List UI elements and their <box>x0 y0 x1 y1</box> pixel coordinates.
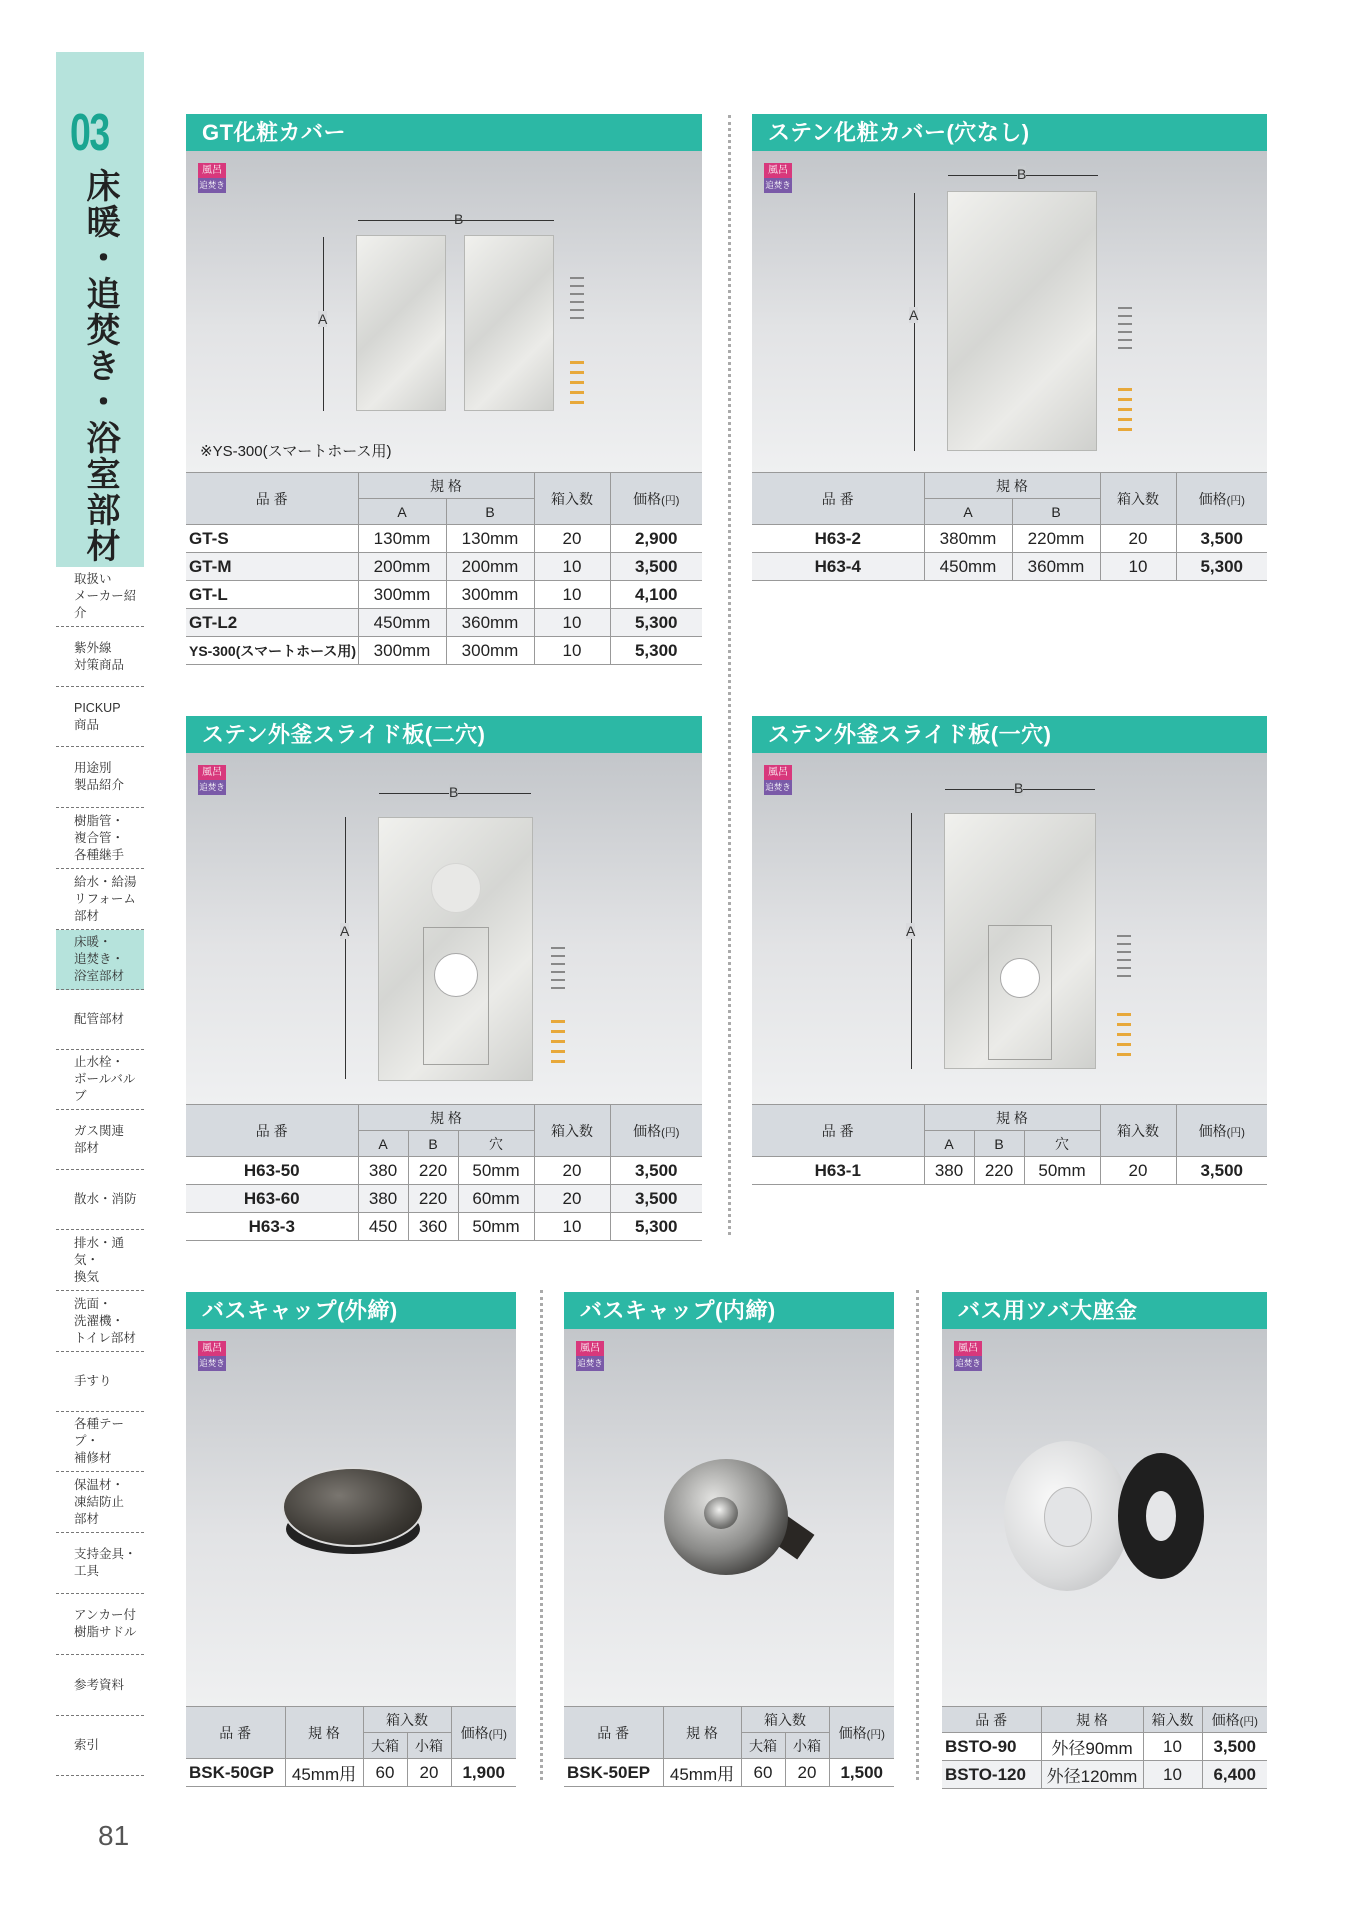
sidebar-nav-item[interactable]: 床暖・ 追焚き・ 浴室部材 <box>56 930 144 990</box>
table-cell: 200mm <box>446 553 534 581</box>
section-title-tsuba-washer: バス用ツバ大座金 <box>942 1292 1267 1329</box>
col-kobako: 小箱 <box>407 1733 451 1759</box>
spec-table-tsuba-washer <box>942 1706 1267 1789</box>
bath-reheat-badge <box>198 765 226 795</box>
sidebar-nav-item[interactable]: 散水・消防 <box>56 1170 144 1230</box>
screw-set-silver <box>570 271 584 325</box>
spec-table-bathcap-outer <box>186 1706 516 1787</box>
col-kakaku <box>610 473 702 525</box>
dimension-label-b: B <box>1017 166 1027 182</box>
col-ohako: 大箱 <box>741 1733 785 1759</box>
price-label: 価格 <box>1198 490 1227 507</box>
plate-hole-lower <box>434 953 478 997</box>
dimension-line-a <box>911 813 912 1069</box>
col-hinban: 品 番 <box>942 1707 1041 1733</box>
table-cell: 10 <box>1143 1761 1202 1789</box>
chapter-number: 03 <box>70 104 109 162</box>
dimension-label-b: B <box>1014 780 1024 796</box>
table-cell: 1,900 <box>451 1759 516 1787</box>
sidebar-nav-item[interactable]: 保温材・ 凍結防止 部材 <box>56 1472 144 1533</box>
table-cell: 380mm <box>924 525 1012 553</box>
spec-table-bathcap-inner <box>564 1706 894 1787</box>
col-hakoiri: 箱入数 <box>534 473 610 525</box>
table-cell: 220 <box>408 1157 458 1185</box>
table-cell: YS-300(スマートホース用) <box>186 637 358 665</box>
col-hakoiri: 箱入数 <box>1100 1105 1176 1157</box>
spec-table-slide-one-hole <box>752 1104 1267 1185</box>
section-title-bathcap-outer: バスキャップ(外締) <box>186 1292 516 1329</box>
table-cell: 360mm <box>1012 553 1100 581</box>
table-cell: 300mm <box>358 581 446 609</box>
badge-line2: 追焚き <box>954 1356 982 1371</box>
table-cell: GT-L2 <box>186 609 358 637</box>
product-photo-slide-one-hole <box>752 753 1267 1104</box>
dimension-label-a: A <box>906 923 916 939</box>
table-cell: BSK-50EP <box>564 1759 663 1787</box>
table-cell: 3,500 <box>1202 1733 1267 1761</box>
col-a: A <box>924 499 1012 525</box>
price-label: 価格 <box>838 1724 867 1741</box>
table-cell: GT-S <box>186 525 358 553</box>
col-kobako: 小箱 <box>785 1733 829 1759</box>
col-b: B <box>1012 499 1100 525</box>
product-photo-tsuba-washer <box>942 1329 1267 1706</box>
sidebar-nav-item[interactable]: 止水栓・ ボールバルブ <box>56 1050 144 1110</box>
table-cell: 5,300 <box>610 637 702 665</box>
table-cell: 3,500 <box>1176 1157 1267 1185</box>
badge-line2: 追焚き <box>764 780 792 795</box>
col-hinban: 品 番 <box>564 1707 663 1759</box>
badge-line2: 追焚き <box>198 178 226 193</box>
table-cell: BSTO-90 <box>942 1733 1041 1761</box>
table-cell: 300mm <box>446 581 534 609</box>
table-cell: 20 <box>407 1759 451 1787</box>
table-row <box>186 553 702 581</box>
table-cell: 5,300 <box>610 609 702 637</box>
badge-line1: 風呂 <box>954 1341 982 1356</box>
table-cell: 4,100 <box>610 581 702 609</box>
table-cell: H63-50 <box>186 1157 358 1185</box>
screw-set-silver <box>1118 301 1132 355</box>
table-cell: 450mm <box>358 609 446 637</box>
table-cell: 45mm用 <box>285 1759 363 1787</box>
table-cell: 6,400 <box>1202 1761 1267 1789</box>
table-cell: 20 <box>534 1157 610 1185</box>
col-kakaku <box>1176 1105 1267 1157</box>
table-cell: 20 <box>534 1185 610 1213</box>
col-a: A <box>358 499 446 525</box>
col-kikaku: 規 格 <box>924 1105 1100 1131</box>
bathcap-outer-image <box>282 1467 424 1547</box>
table-row <box>752 525 1267 553</box>
product-photo-bathcap-outer <box>186 1329 516 1706</box>
yen-unit: (円) <box>866 1728 885 1741</box>
section-title-sten-cover: ステン化粧カバー(穴なし) <box>752 114 1267 151</box>
table-row <box>186 609 702 637</box>
table-cell: H63-4 <box>752 553 924 581</box>
price-label: 価格 <box>1211 1711 1240 1728</box>
col-kakaku <box>1176 473 1267 525</box>
col-hakoiri: 箱入数 <box>1143 1707 1202 1733</box>
table-cell: 130mm <box>446 525 534 553</box>
table-cell: BSTO-120 <box>942 1761 1041 1789</box>
table-cell: 20 <box>534 525 610 553</box>
table-cell: 360 <box>408 1213 458 1241</box>
col-a: A <box>358 1131 408 1157</box>
col-b: B <box>974 1131 1024 1157</box>
table-cell: 20 <box>1100 1157 1176 1185</box>
table-cell: 50mm <box>458 1157 534 1185</box>
table-cell: 200mm <box>358 553 446 581</box>
col-hinban: 品 番 <box>752 1105 924 1157</box>
col-kikaku: 規 格 <box>1041 1707 1143 1733</box>
table-cell: 60 <box>363 1759 407 1787</box>
table-cell: 45mm用 <box>663 1759 741 1787</box>
col-b: B <box>446 499 534 525</box>
table-cell: 10 <box>534 581 610 609</box>
sidebar-nav-item[interactable]: 洗面・ 洗濯機・ トイレ部材 <box>56 1291 144 1352</box>
table-cell: H63-1 <box>752 1157 924 1185</box>
col-ana: 穴 <box>1024 1131 1100 1157</box>
table-cell: 60mm <box>458 1185 534 1213</box>
table-cell: 380 <box>358 1157 408 1185</box>
bath-reheat-badge <box>764 163 792 193</box>
badge-line1: 風呂 <box>198 163 226 178</box>
table-row <box>942 1733 1267 1761</box>
cover-plate <box>947 191 1097 451</box>
badge-line1: 風呂 <box>198 765 226 780</box>
price-label: 価格 <box>633 1122 662 1139</box>
table-cell: GT-L <box>186 581 358 609</box>
yen-unit: (円) <box>661 1126 680 1139</box>
metal-washer-hole <box>1044 1487 1092 1547</box>
col-kakaku <box>829 1707 894 1759</box>
table-cell: 5,300 <box>610 1213 702 1241</box>
spec-table-gt-cover <box>186 472 702 665</box>
table-cell: 130mm <box>358 525 446 553</box>
table-cell: 3,500 <box>610 1185 702 1213</box>
table-cell: 300mm <box>358 637 446 665</box>
sidebar-nav-item[interactable]: 紫外線 対策商品 <box>56 627 144 687</box>
sidebar-nav-item[interactable]: ガス関連 部材 <box>56 1110 144 1170</box>
yen-unit: (円) <box>1226 494 1245 507</box>
col-hakoiri: 箱入数 <box>741 1707 829 1733</box>
col-kikaku: 規 格 <box>924 473 1100 499</box>
cover-plate-right <box>464 235 554 411</box>
section-title-bathcap-inner: バスキャップ(内締) <box>564 1292 894 1329</box>
column-divider <box>540 1290 543 1780</box>
table-cell: 220 <box>974 1157 1024 1185</box>
table-cell: 1,500 <box>829 1759 894 1787</box>
bath-reheat-badge <box>198 1341 226 1371</box>
col-a: A <box>924 1131 974 1157</box>
page-number: 81 <box>98 1820 130 1851</box>
badge-line2: 追焚き <box>198 780 226 795</box>
col-hakoiri: 箱入数 <box>534 1105 610 1157</box>
yen-unit: (円) <box>1226 1126 1245 1139</box>
col-hinban: 品 番 <box>752 473 924 525</box>
table-cell: 20 <box>1100 525 1176 553</box>
dimension-label-a: A <box>340 923 350 939</box>
rubber-washer-hole <box>1146 1491 1176 1541</box>
sidebar-nav-item[interactable]: 配管部材 <box>56 990 144 1050</box>
col-b: B <box>408 1131 458 1157</box>
table-row <box>564 1759 894 1787</box>
chapter-title: 床暖・追焚き・浴室部材 <box>81 168 119 564</box>
screw-set-gold <box>1117 1006 1131 1063</box>
col-kikaku: 規 格 <box>358 1105 534 1131</box>
table-cell: 50mm <box>1024 1157 1100 1185</box>
cover-plate-left <box>356 235 446 411</box>
table-cell: 450 <box>358 1213 408 1241</box>
dimension-label-a: A <box>909 307 919 323</box>
table-row <box>752 1157 1267 1185</box>
col-ohako: 大箱 <box>363 1733 407 1759</box>
col-kakaku <box>610 1105 702 1157</box>
col-kikaku: 規 格 <box>358 473 534 499</box>
sidebar-nav-item[interactable]: 参考資料 <box>56 1655 144 1716</box>
table-cell: 360mm <box>446 609 534 637</box>
table-row <box>186 1213 702 1241</box>
table-row <box>186 637 702 665</box>
screw-set-gold <box>1118 381 1132 438</box>
table-row <box>186 1157 702 1185</box>
table-cell: 3,500 <box>610 1157 702 1185</box>
sidebar-nav-item[interactable]: 各種テープ・ 補修材 <box>56 1412 144 1472</box>
badge-line2: 追焚き <box>576 1356 604 1371</box>
screw-set-gold <box>551 1013 565 1070</box>
table-row <box>186 1185 702 1213</box>
table-cell: 2,900 <box>610 525 702 553</box>
table-cell: 3,500 <box>1176 525 1267 553</box>
table-row <box>186 525 702 553</box>
table-cell: 外径90mm <box>1041 1733 1143 1761</box>
dimension-line-a <box>345 817 346 1079</box>
bath-reheat-badge <box>576 1341 604 1371</box>
cap-center-knob <box>704 1497 738 1529</box>
table-cell: 5,300 <box>1176 553 1267 581</box>
screw-set-silver <box>1117 929 1131 983</box>
table-cell: 10 <box>534 637 610 665</box>
sidebar-nav-item[interactable]: 取扱い メーカー紹介 <box>56 567 144 627</box>
product-note: ※YS-300(スマートホース用) <box>200 443 392 460</box>
badge-line2: 追焚き <box>764 178 792 193</box>
product-photo-sten-cover <box>752 151 1267 472</box>
price-label: 価格 <box>460 1724 489 1741</box>
sidebar-nav-item[interactable]: 樹脂管・ 複合管・ 各種継手 <box>56 808 144 869</box>
column-divider <box>916 1290 919 1780</box>
col-hinban: 品 番 <box>186 1707 285 1759</box>
product-photo-gt-cover <box>186 151 702 472</box>
sidebar-nav-item[interactable]: 手すり <box>56 1352 144 1412</box>
sidebar-nav-item[interactable]: 用途別 製品紹介 <box>56 747 144 808</box>
sidebar-nav-item[interactable]: 支持金具・ 工具 <box>56 1533 144 1594</box>
table-cell: 450mm <box>924 553 1012 581</box>
table-cell: 10 <box>534 609 610 637</box>
section-title-slide-two-hole: ステン外釜スライド板(二穴) <box>186 716 702 753</box>
col-hinban: 品 番 <box>186 473 358 525</box>
dimension-label-b: B <box>449 784 459 800</box>
badge-line1: 風呂 <box>576 1341 604 1356</box>
table-cell: 20 <box>785 1759 829 1787</box>
table-cell: H63-60 <box>186 1185 358 1213</box>
col-hakoiri: 箱入数 <box>1100 473 1176 525</box>
sidebar-nav-item[interactable]: 給水・給湯 リフォーム 部材 <box>56 869 144 930</box>
table-cell: 380 <box>924 1157 974 1185</box>
section-title-slide-one-hole: ステン外釜スライド板(一穴) <box>752 716 1267 753</box>
plate-hole-upper <box>431 863 481 913</box>
section-title-gt-cover: GT化粧カバー <box>186 114 702 151</box>
table-cell: 220mm <box>1012 525 1100 553</box>
bath-reheat-badge <box>198 163 226 193</box>
bath-reheat-badge <box>764 765 792 795</box>
dimension-label-b: B <box>454 211 464 227</box>
table-row <box>942 1761 1267 1789</box>
col-ana: 穴 <box>458 1131 534 1157</box>
price-label: 価格 <box>633 490 662 507</box>
product-photo-bathcap-inner <box>564 1329 894 1706</box>
badge-line2: 追焚き <box>198 1356 226 1371</box>
yen-unit: (円) <box>488 1728 507 1741</box>
table-cell: 380 <box>358 1185 408 1213</box>
spec-table-slide-two-hole <box>186 1104 702 1241</box>
table-cell: 60 <box>741 1759 785 1787</box>
table-cell: 10 <box>1143 1733 1202 1761</box>
badge-line1: 風呂 <box>764 163 792 178</box>
sidebar-nav-item[interactable]: PICKUP 商品 <box>56 687 144 747</box>
table-cell: H63-3 <box>186 1213 358 1241</box>
yen-unit: (円) <box>1239 1715 1258 1728</box>
table-cell: 外径120mm <box>1041 1761 1143 1789</box>
col-hinban: 品 番 <box>186 1105 358 1157</box>
col-kakaku <box>451 1707 516 1759</box>
col-hakoiri: 箱入数 <box>363 1707 451 1733</box>
table-row <box>752 553 1267 581</box>
table-cell: BSK-50GP <box>186 1759 285 1787</box>
table-row <box>186 1759 516 1787</box>
dimension-label-a: A <box>318 311 328 327</box>
col-kakaku <box>1202 1707 1267 1733</box>
table-cell: 3,500 <box>610 553 702 581</box>
screw-set-silver <box>551 941 565 995</box>
col-kikaku: 規 格 <box>663 1707 741 1759</box>
table-cell: 10 <box>534 1213 610 1241</box>
badge-line1: 風呂 <box>198 1341 226 1356</box>
screw-set-gold <box>570 354 584 411</box>
sidebar-nav-item[interactable]: アンカー付 樹脂サドル <box>56 1594 144 1655</box>
badge-line1: 風呂 <box>764 765 792 780</box>
table-cell: 300mm <box>446 637 534 665</box>
yen-unit: (円) <box>661 494 680 507</box>
col-kikaku: 規 格 <box>285 1707 363 1759</box>
spec-table-sten-cover <box>752 472 1267 581</box>
column-divider <box>728 115 731 1235</box>
table-row <box>186 581 702 609</box>
table-cell: 10 <box>1100 553 1176 581</box>
table-cell: GT-M <box>186 553 358 581</box>
sidebar-nav-item[interactable]: 排水・通気・ 換気 <box>56 1230 144 1291</box>
table-cell: 50mm <box>458 1213 534 1241</box>
product-photo-slide-two-hole <box>186 753 702 1104</box>
bath-reheat-badge <box>954 1341 982 1371</box>
table-cell: H63-2 <box>752 525 924 553</box>
plate-hole <box>1000 958 1040 998</box>
table-cell: 220 <box>408 1185 458 1213</box>
table-cell: 10 <box>534 553 610 581</box>
sidebar-nav-item[interactable]: 索引 <box>56 1716 144 1776</box>
price-label: 価格 <box>1198 1122 1227 1139</box>
